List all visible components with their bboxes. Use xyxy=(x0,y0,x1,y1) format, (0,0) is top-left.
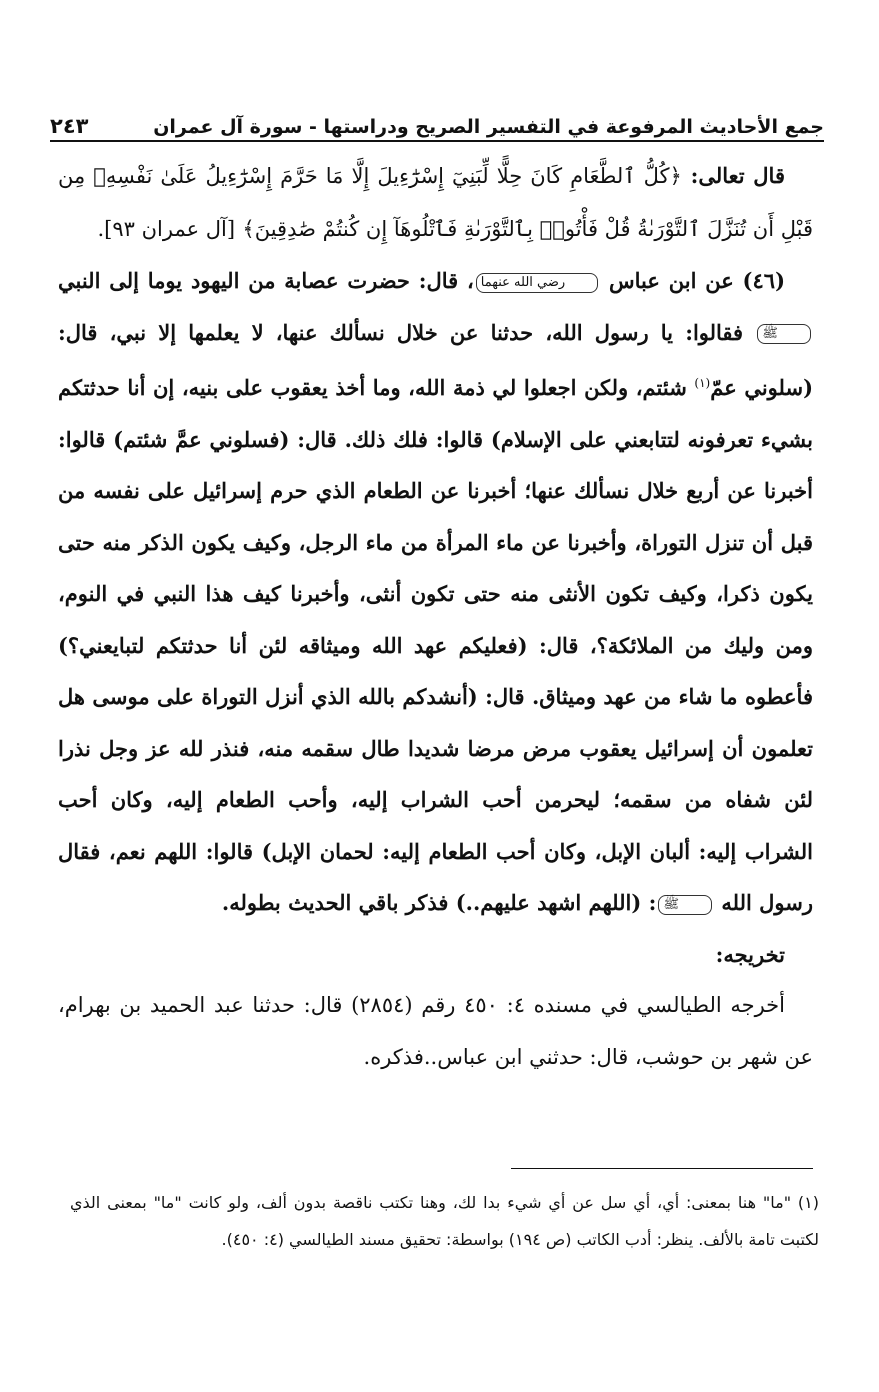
hadith-text-1: فقالوا: يا رسول الله، حدثنا عن خلال نسألك عنها، لا يعلمها إلا نبي، قال: (سلوني عمّ xyxy=(58,319,814,400)
verse-reference: [آل عمران ٩٣]. xyxy=(97,216,236,241)
running-title: جمع الأحاديث المرفوعة في التفسير الصريح ودراستها - سورة آل عمران xyxy=(153,116,824,138)
running-header xyxy=(50,104,824,142)
footnote-ref[interactable]: (١) xyxy=(694,376,711,390)
verse-paragraph xyxy=(58,150,813,255)
takhrij-heading: تخريجه: xyxy=(715,941,785,967)
footnote-divider xyxy=(511,1168,813,1169)
hadith-text-3: : (اللهم اشهد عليهم..) فذكر باقي الحديث بطوله. xyxy=(221,890,657,915)
hadith-intro: ، قال: حضرت عصابة من اليهود يوما إلى النبي xyxy=(58,268,474,293)
hadith-paragraph xyxy=(58,255,813,929)
hadith-number-narrator: (٤٦) عن ابن عباس xyxy=(609,268,785,293)
page-number: ٢٤٣ xyxy=(50,114,89,138)
salawat-glyph: ﷺ xyxy=(658,895,712,915)
footnote-1: (١) "ما" هنا بمعنى: أي، أي سل عن أي شيء بدا لك، وهنا تكتب ناقصة بدون ألف، ولو كانت "ما" بمعنى الذي لكتبت تامة بالألف. ينظر: أدب الكاتب (ص ١٩٤) بواسطة: تحقيق مسند الطيالسي (٤: ٤٥٠). xyxy=(70,1193,819,1249)
radiallah-glyph: رضي الله عنهما xyxy=(476,273,598,293)
verse-intro: قال تعالى: xyxy=(690,163,785,188)
footnotes xyxy=(70,1184,819,1258)
main-text xyxy=(58,150,813,1083)
quran-verse: ﴿كُلُّ ٱلطَّعَامِ كَانَ حِلًّا لِّبَنِيٓ إِسْرَٰٓءِيلَ إِلَّا مَا حَرَّمَ إِسْرَٰٓءِيلُ عَلَىٰ نَفْسِهِۦ مِن قَبْلِ أَن تُنَزَّلَ ٱلتَّوْرَىٰةُ قُلْ فَأْتُوا۟ بِٱلتَّوْرَىٰةِ فَٱتْلُوهَآ إِن كُنتُمْ صَٰدِقِينَ﴾ xyxy=(58,164,813,241)
salawat-glyph: ﷺ xyxy=(757,324,811,344)
hadith-text-2: شئتم، ولكن اجعلوا لي ذمة الله، وما أخذ يعقوب على بنيه، إن أنا حدثتكم بشيء تعرفونه لتتابعني على الإسلام) قالوا: فلك ذلك. قال: (فسلوني عمَّ شئتم) قالوا: أخبرنا عن أربع خلال نسألك عنها؛ أخبرنا عن الطعام الذي حرم إسرائيل على نفسه من قبل أن تنزل التوراة، وأخبرنا عن ماء المرأة من ماء الرجل، وكيف يكون الذكر منه حتى يكون ذكرا، وكيف تكون الأنثى منه حتى تكون أنثى، وأخبرنا كيف هذا النبي في النوم، ومن وليك من الملائكة؟، قال: (فعليكم عهد الله وميثاقه لئن أنا حدثتكم لتبايعني؟) فأعطوه ما شاء من عهد وميثاق. قال: (أنشدكم بالله الذي أنزل التوراة على موسى هل تعلمون أن إسرائيل يعقوب مرض مرضا شديدا طال سقمه منه، فنذر لله عز وجل نذرا لئن شفاه من سقمه؛ ليحرمن أحب الشراب إليه، وأحب الطعام إليه، وكان أحب الشراب إليه: ألبان الإبل، وكان أحب الطعام إليه: لحمان الإبل) قالوا: اللهم نعم، فقال رسول الله xyxy=(58,375,813,915)
takhrij-text: أخرجه الطيالسي في مسنده ٤: ٤٥٠ رقم (٢٨٥٤) قال: حدثنا عبد الحميد بن بهرام، عن شهر بن حوشب، قال: حدثني ابن عباس..فذكره. xyxy=(58,993,813,1069)
